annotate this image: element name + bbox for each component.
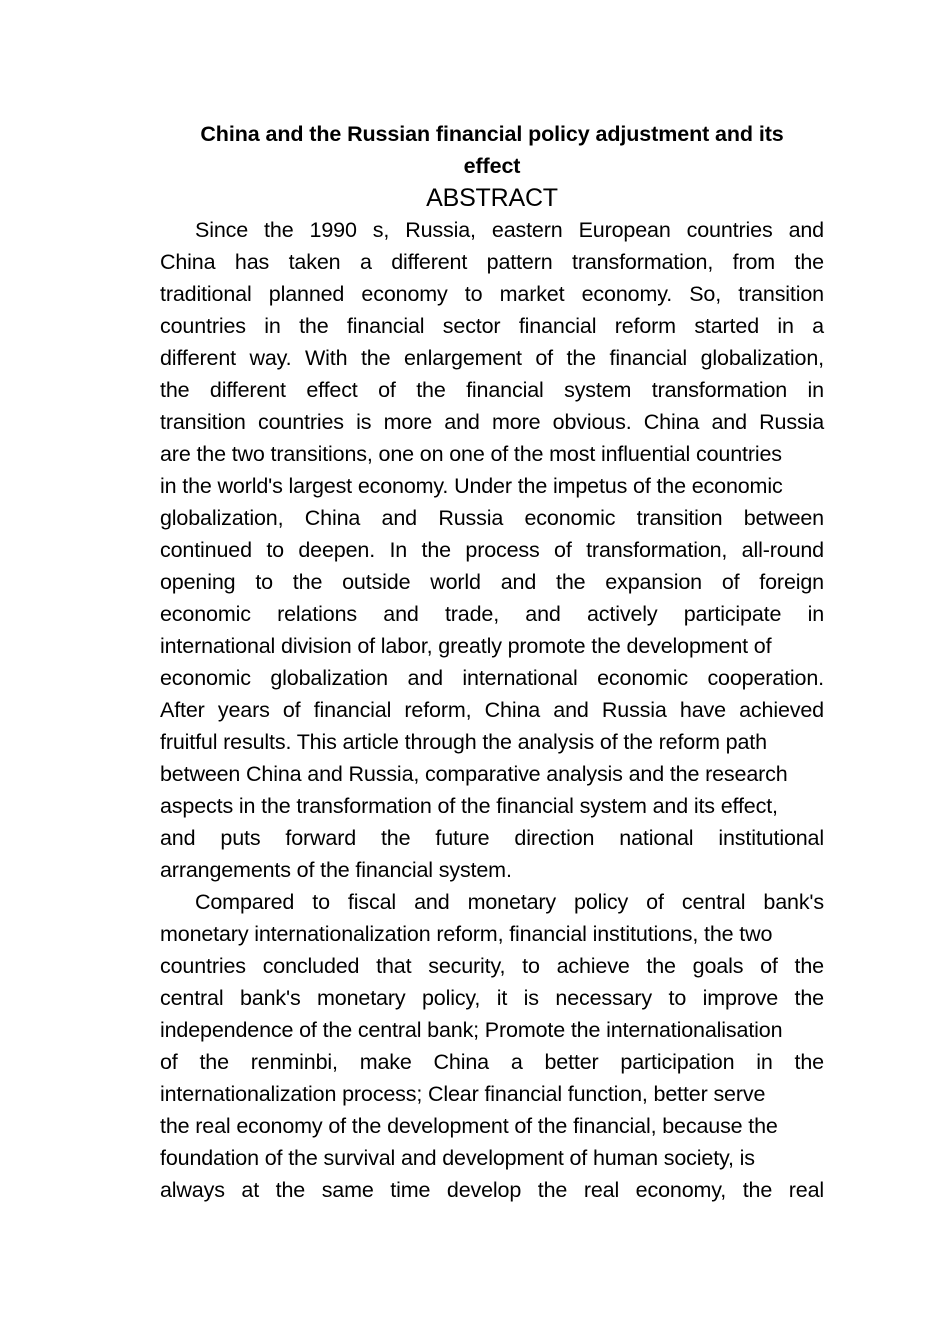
paragraph-line: After years of financial reform, China and Russia have achieved (160, 698, 824, 722)
paragraph-line: different way. With the enlargement of the financial globalization, (160, 346, 824, 370)
paragraph-line: Compared to fiscal and monetary policy of central bank's (195, 890, 824, 914)
paragraph-line: international division of labor, greatly promote the development of (160, 634, 772, 658)
page-content (160, 118, 824, 1206)
paragraph-line: are the two transitions, one on one of the most influential countries (160, 442, 782, 466)
abstract-paragraph-2 (160, 886, 824, 1206)
paragraph-line: in the world's largest economy. Under the impetus of the economic (160, 474, 783, 498)
page-title-line-2: effect (463, 154, 521, 178)
paragraph-line: countries concluded that security, to achieve the goals of the (160, 954, 824, 978)
paragraph-line: continued to deepen. In the process of transformation, all-round (160, 538, 824, 562)
paragraph-line: of the renminbi, make China a better participation in the (160, 1050, 824, 1074)
paragraph-line: arrangements of the financial system. (160, 858, 512, 882)
page-title-line-1: China and the Russian financial policy adjustment and its (200, 122, 784, 146)
paragraph-line: internationalization process; Clear financial function, better serve (160, 1082, 766, 1106)
paragraph-line: globalization, China and Russia economic transition between (160, 506, 824, 530)
paragraph-line: the different effect of the financial system transformation in (160, 378, 824, 402)
paragraph-line: aspects in the transformation of the financial system and its effect, (160, 794, 778, 818)
paragraph-line: the real economy of the development of the financial, because the (160, 1114, 778, 1138)
paragraph-line: China has taken a different pattern transformation, from the (160, 250, 824, 274)
paragraph-line: fruitful results. This article through the analysis of the reform path (160, 730, 767, 754)
paragraph-line: between China and Russia, comparative analysis and the research (160, 762, 788, 786)
paragraph-line: opening to the outside world and the expansion of foreign (160, 570, 824, 594)
paragraph-line: central bank's monetary policy, it is necessary to improve the (160, 986, 824, 1010)
paragraph-line: monetary internationalization reform, financial institutions, the two (160, 922, 773, 946)
paragraph-line: always at the same time develop the real economy, the real (160, 1178, 824, 1202)
abstract-paragraph-1 (160, 214, 824, 886)
section-heading-abstract: ABSTRACT (426, 184, 558, 212)
page-title (160, 118, 824, 182)
paragraph-line: independence of the central bank; Promote the internationalisation (160, 1018, 783, 1042)
paragraph-line: economic relations and trade, and actively participate in (160, 602, 824, 626)
paragraph-line: traditional planned economy to market economy. So, transition (160, 282, 824, 306)
paragraph-line: Since the 1990 s, Russia, eastern European countries and (195, 218, 824, 242)
paragraph-line: foundation of the survival and development of human society, is (160, 1146, 755, 1170)
paragraph-line: transition countries is more and more obvious. China and Russia (160, 410, 824, 434)
paragraph-line: economic globalization and international economic cooperation. (160, 666, 824, 690)
paragraph-line: and puts forward the future direction national institutional (160, 826, 824, 850)
paragraph-line: countries in the financial sector financial reform started in a (160, 314, 824, 338)
